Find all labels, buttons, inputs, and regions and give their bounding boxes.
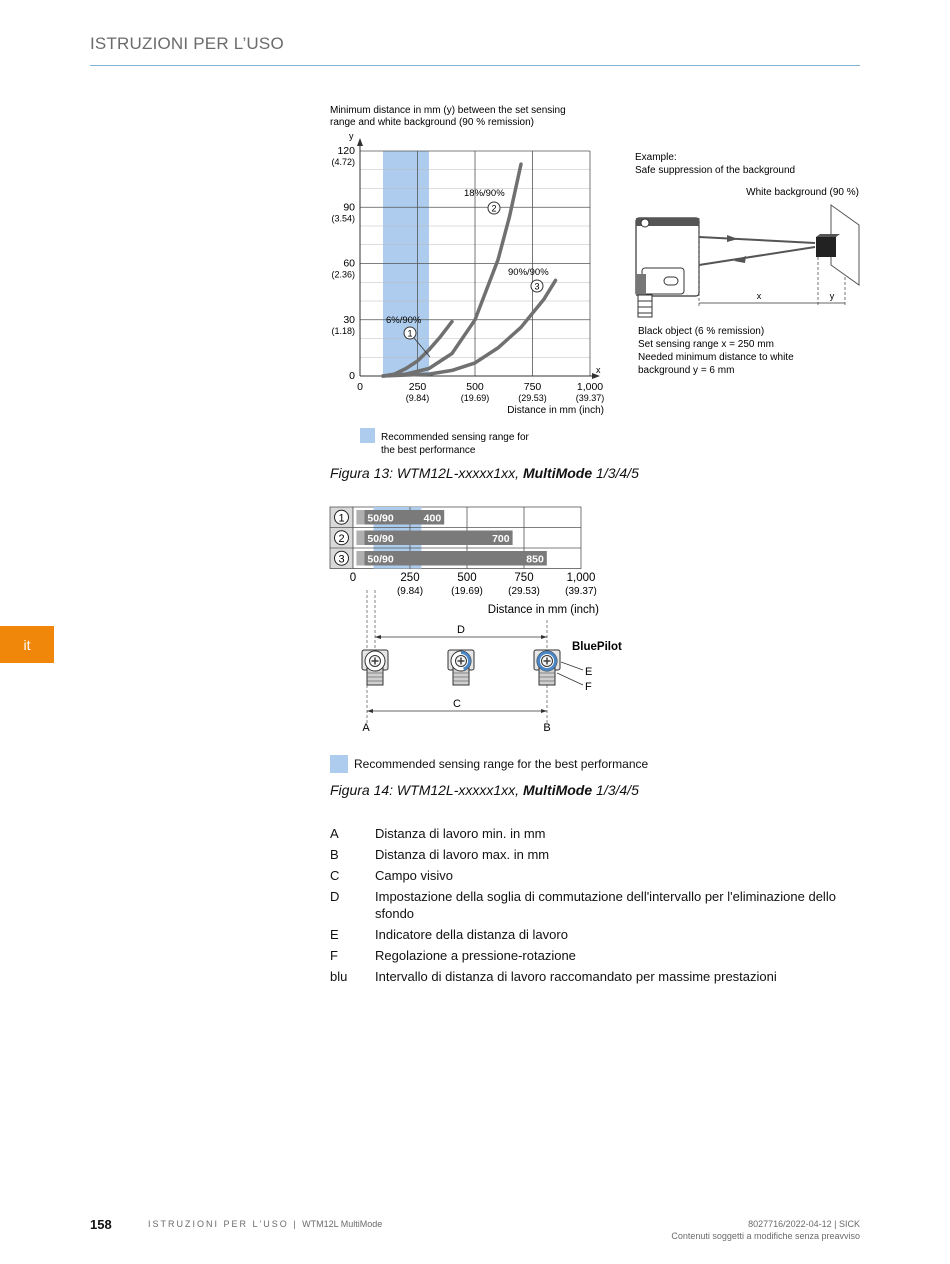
footer-docnum: 8027716/2022-04-12 | SICK xyxy=(748,1219,860,1229)
d-arrow-left xyxy=(375,635,381,639)
key-row-b xyxy=(330,846,850,863)
x-tick-label: 0 xyxy=(349,572,357,584)
x-tick-label: 500 xyxy=(466,381,484,393)
figure14-legend xyxy=(330,755,648,773)
label-e: E xyxy=(585,666,593,678)
x-tick-label: 250 xyxy=(408,381,427,393)
y-tick-label: 0 xyxy=(349,370,355,382)
curve-label-3: 90%/90% xyxy=(508,267,549,278)
example-subheading: Safe suppression of the background xyxy=(635,165,796,176)
key-letter: D xyxy=(330,889,340,904)
x-tick-inch: (9.84) xyxy=(396,586,424,597)
y-tick-label: 30 xyxy=(343,313,355,326)
sensor-head xyxy=(362,650,388,685)
c-arrow-left xyxy=(367,709,373,713)
bar-min-segment xyxy=(356,531,364,546)
example-note-2: Set sensing range x = 250 mm xyxy=(638,339,774,350)
y-dimension-label: y xyxy=(829,291,835,301)
example-heading: Example: xyxy=(635,152,677,163)
chart-title-line-1: Minimum distance in mm (y) between the set sensing xyxy=(330,105,566,116)
x-axis-label: Distance in mm (inch) xyxy=(507,405,604,416)
curve-label-2: 18%/90% xyxy=(464,188,505,199)
key-row-blu xyxy=(330,968,850,985)
legend-line-1: Recommended sensing range for xyxy=(381,432,529,443)
example-note-1: Black object (6 % remission) xyxy=(638,326,765,337)
label-a: A xyxy=(362,722,370,734)
key-letter: C xyxy=(330,868,340,883)
sensor-device xyxy=(636,218,699,317)
sensor-head xyxy=(534,650,560,685)
x-axis-letter: x xyxy=(596,365,601,375)
row-number: 3 xyxy=(338,553,345,566)
row-number: 2 xyxy=(338,532,345,545)
row-number: 1 xyxy=(338,512,345,525)
curve-number-2: 2 xyxy=(491,203,497,214)
bar-max-label: 700 xyxy=(492,532,510,545)
figure14-chart xyxy=(325,500,655,745)
bar-min-segment xyxy=(356,510,364,525)
example-note-4: background y = 6 mm xyxy=(638,365,735,376)
key-row-d xyxy=(330,888,850,922)
language-tab[interactable]: it xyxy=(0,626,54,663)
curve-number-1: 1 xyxy=(407,328,413,339)
key-text: Distanza di lavoro min. in mm xyxy=(375,826,546,841)
legend-swatch xyxy=(360,428,375,443)
key-letter: blu xyxy=(330,969,348,984)
black-object xyxy=(816,237,836,257)
returned-beam xyxy=(699,237,815,243)
caption-prefix: Figura 14: WTM12L-xxxxx1xx, xyxy=(330,782,523,798)
legend-swatch xyxy=(330,755,348,773)
x-tick-label: 250 xyxy=(400,572,420,584)
x-tick-inch: (19.69) xyxy=(451,586,483,597)
key-text: Regolazione a pressione-rotazione xyxy=(375,948,576,963)
x-tick-label: 750 xyxy=(514,572,534,584)
c-arrow-right xyxy=(541,709,547,713)
bar-max-label: 400 xyxy=(423,512,442,525)
y-tick-label: 90 xyxy=(343,201,355,214)
x-tick-inch: (29.53) xyxy=(508,586,540,597)
y-tick-inch: (2.36) xyxy=(331,269,355,280)
key-text: Campo visivo xyxy=(375,868,454,883)
key-text: Indicatore della distanza di lavoro xyxy=(375,927,568,942)
x-tick-inch: (29.53) xyxy=(518,393,547,403)
x-dimension-label: x xyxy=(756,291,762,301)
x-tick-inch: (9.84) xyxy=(405,393,430,403)
figure14-caption xyxy=(330,782,639,798)
figure13-chart xyxy=(320,95,620,465)
example-note-3: Needed minimum distance to white xyxy=(638,352,794,363)
x-tick-inch: (19.69) xyxy=(460,393,490,403)
bar-max-label: 850 xyxy=(526,553,544,566)
caption-prefix: Figura 13: WTM12L-xxxxx1xx, xyxy=(330,465,523,481)
y-tick-inch: (1.18) xyxy=(331,325,355,336)
label-b: B xyxy=(543,722,551,734)
key-letter: E xyxy=(330,927,339,942)
footer-doc-title xyxy=(148,1219,382,1229)
returned-beam-arrow xyxy=(727,235,738,242)
footer-doc: ISTRUZIONI PER L'USO xyxy=(148,1219,289,1229)
caption-bold: MultiMode xyxy=(522,465,593,481)
emitted-beam xyxy=(699,247,815,265)
key-row-e xyxy=(330,926,850,943)
key-list xyxy=(330,825,850,989)
x-tick-label: 750 xyxy=(523,381,542,393)
sensor-head xyxy=(448,650,474,685)
key-row-c xyxy=(330,867,850,884)
figure13-caption xyxy=(330,465,639,481)
x-axis-label: Distance in mm (inch) xyxy=(487,604,599,616)
caption-bold: MultiMode xyxy=(522,782,593,798)
d-arrow-right xyxy=(541,635,547,639)
key-text: Intervallo di distanza di lavoro raccomandato per massime prestazioni xyxy=(375,969,777,984)
label-f: F xyxy=(585,681,592,693)
chart-title-line-2: range and white background (90 % remission) xyxy=(330,117,534,128)
footer-right xyxy=(671,1218,860,1242)
page-number: 158 xyxy=(90,1217,112,1232)
leader-e xyxy=(561,662,583,670)
caption-suffix: 1/3/4/5 xyxy=(592,465,639,481)
bar-range-label: 50/90 xyxy=(367,532,394,545)
y-tick-inch: (3.54) xyxy=(331,213,355,224)
footer-product: WTM12L MultiMode xyxy=(302,1219,383,1229)
black-object-top xyxy=(816,234,840,237)
label-d: D xyxy=(457,624,465,636)
key-letter: A xyxy=(330,826,339,841)
x-tick-label: 1,000 xyxy=(566,572,596,584)
bar-range-label: 50/90 xyxy=(367,512,394,525)
x-tick-inch: (39.37) xyxy=(575,393,605,403)
x-tick-label: 0 xyxy=(357,381,363,393)
white-background-label: White background (90 %) xyxy=(746,187,859,198)
y-axis-letter: y xyxy=(349,131,354,141)
example-illustration xyxy=(628,145,863,380)
key-row-f xyxy=(330,947,850,964)
key-text: Distanza di lavoro max. in mm xyxy=(375,847,550,862)
bar-range-label: 50/90 xyxy=(367,553,394,566)
x-tick-inch: (39.37) xyxy=(565,586,597,597)
x-tick-label: 1,000 xyxy=(576,381,604,393)
key-letter: B xyxy=(330,847,339,862)
y-tick-label: 120 xyxy=(337,145,355,157)
key-letter: F xyxy=(330,948,338,963)
footer-note: Contenuti soggetti a modifiche senza preavviso xyxy=(671,1231,860,1241)
key-row-a xyxy=(330,825,850,842)
y-axis-arrow xyxy=(357,138,363,146)
y-tick-label: 60 xyxy=(343,257,355,270)
legend-text: Recommended sensing range for the best performance xyxy=(354,757,649,771)
header-title: ISTRUZIONI PER L’USO xyxy=(90,34,284,53)
y-tick-inch: (4.72) xyxy=(331,157,355,167)
curve-number-3: 3 xyxy=(534,281,540,292)
key-text: Impostazione della soglia di commutazione dell'intervallo per l'eliminazione dello sfondo xyxy=(375,889,836,921)
footer-sep: | xyxy=(288,1219,303,1229)
leader-f xyxy=(557,673,583,685)
legend-line-2: the best performance xyxy=(381,445,476,456)
curve-label-1: 6%/90% xyxy=(386,315,422,326)
caption-suffix: 1/3/4/5 xyxy=(592,782,639,798)
header-rule xyxy=(90,65,860,66)
x-tick-label: 500 xyxy=(457,572,477,584)
label-c: C xyxy=(453,698,461,710)
bluepilot-label: BluePilot xyxy=(572,641,622,653)
bar-min-segment xyxy=(356,551,364,566)
